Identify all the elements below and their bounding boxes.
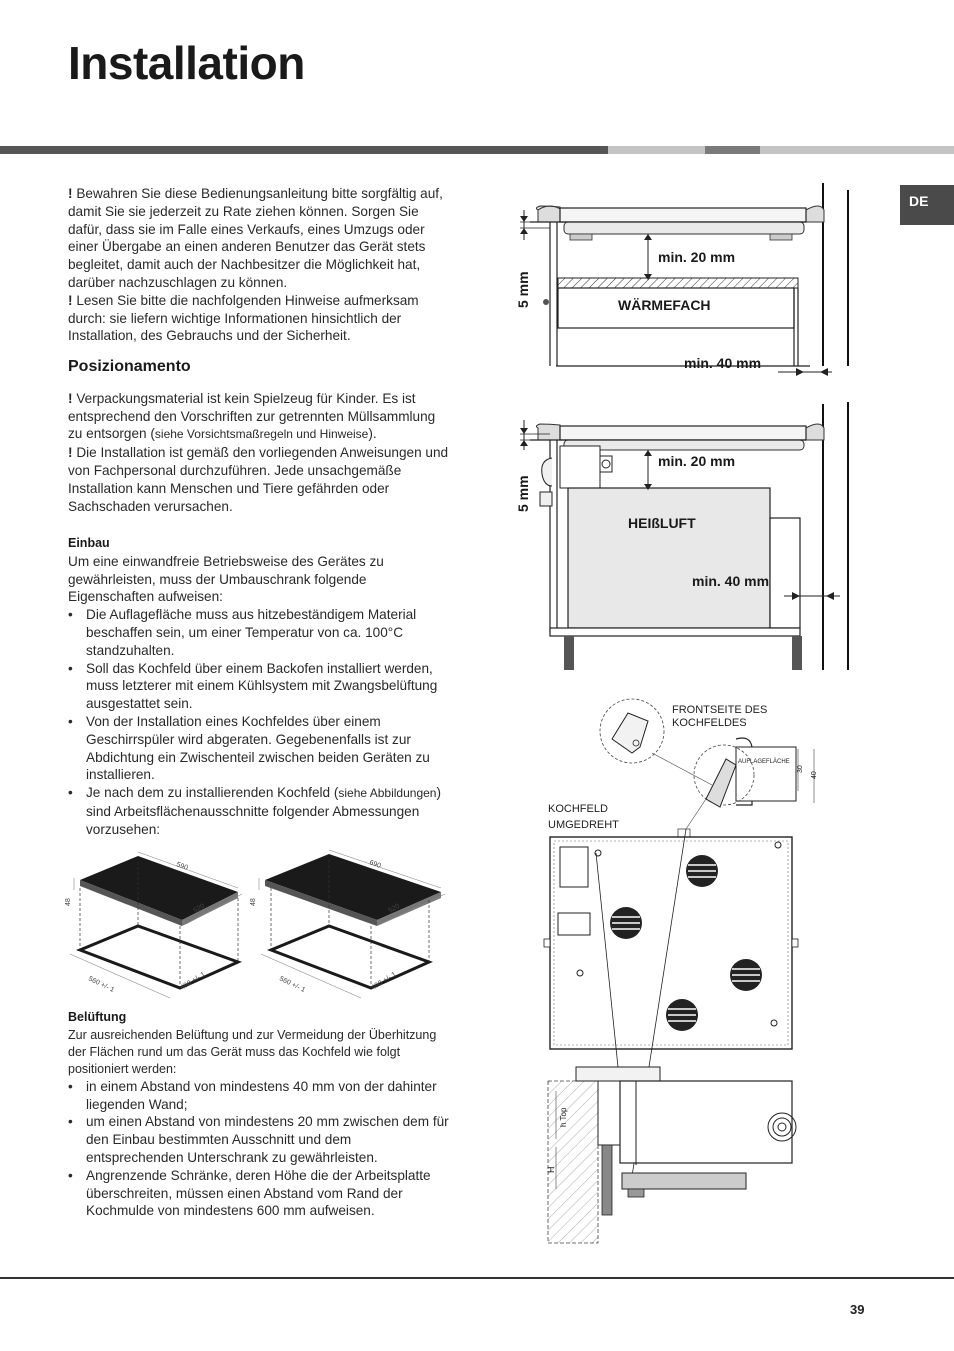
svg-text:KOCHFELD: KOCHFELD [548,803,608,815]
list-item: • Soll das Kochfeld über einem Backofen installiert werden, muss letzterer mit einem Kühlsystem mit Zwangsbelüftung ausgestattet sein. [68,660,450,713]
intro-paragraph-1: ! Bewahren Sie diese Bedienungsanleitung bitte sorgfältig auf, damit Sie sie jederzeit zu Rate ziehen können. Sorgen Sie dafür, dass sie im Falle eines Verkaufs, eines Umzugs oder einer Übergabe an einen anderen Benutzer das Gerät stets begleitet, damit auch der Nachbesitzer die Möglichkeit hat, darüber nachzuschlagen zu können. [68,186,443,290]
list-item: • Je nach dem zu installierenden Kochfeld (siehe Abbildungen) sind Arbeitsflächenausschnitte folgender Abmessungen vorzusehen: [68,784,450,838]
svg-text:520: 520 [387,902,401,915]
svg-text:40: 40 [811,771,818,779]
einbau-heading: Einbau [68,536,110,550]
svg-text:UMGEDREHT: UMGEDREHT [548,819,619,831]
footer-rule [0,1277,954,1279]
list-item: • Die Auflagefläche muss aus hitzebeständigem Material beschaffen sein, um einer Temperatur von ca. 100°C standzuhalten. [68,606,450,659]
svg-text:h Top: h Top [559,1107,568,1127]
header-bar-dark [0,146,608,154]
list-item: • um einen Abstand von mindestens 20 mm zwischen dem für den Einbau bestimmten Ausschnitt und dem entsprechenden Unterschrank zu gewährleisten. [68,1113,450,1166]
page-title: Installation [68,37,305,89]
ventilation-section [68,1009,450,1220]
list-item: • Angrenzende Schränke, deren Höhe die der Arbeitsplatte überschreiten, müssen einen Abstand vom Rand der Kochmulde von mindestens 600 mm aufweisen. [68,1167,450,1220]
svg-text:48: 48 [250,898,257,906]
svg-text:5 mm: 5 mm [515,271,531,308]
einbau-section [68,535,450,839]
header-bar-light-end [760,146,954,154]
language-badge: DE [900,185,954,225]
svg-text:560 +/- 1: 560 +/- 1 [87,975,116,994]
diagram-mounting-bracket [540,695,840,1250]
svg-text:5 mm: 5 mm [515,475,531,512]
svg-text:490 +/- 1: 490 +/- 1 [370,971,398,992]
svg-text:30: 30 [797,765,804,773]
ventilation-heading: Belüftung [68,1010,127,1024]
svg-text:WÄRMEFACH: WÄRMEFACH [618,297,711,313]
svg-text:min. 20 mm: min. 20 mm [658,453,736,469]
cutout-diagrams [60,850,450,1010]
svg-text:490 +/- 1: 490 +/- 1 [179,971,207,992]
ventilation-intro: Zur ausreichenden Belüftung und zur Vermeidung der Überhitzung der Flächen rund um das Gerät muss das Kochfeld wie folgt positioniert werden: [68,1027,437,1076]
positioning-paragraph-1: ! Verpackungsmaterial ist kein Spielzeug für Kinder. Es ist entsprechend den Vorschriften zur getrennten Müllsammlung zu entsorgen (siehe Vorsichtsmaßregeln und Hinweise). [68,390,436,442]
svg-text:690: 690 [368,859,382,870]
positioning-heading: Posizionamento [68,358,191,375]
einbau-list [68,606,450,838]
ventilation-list [68,1078,450,1220]
svg-text:min. 40 mm: min. 40 mm [692,573,770,589]
intro-text [68,185,450,345]
svg-text:HEIßLUFT: HEIßLUFT [628,515,696,531]
svg-text:H: H [546,1166,556,1173]
svg-text:min. 20 mm: min. 20 mm [658,249,736,265]
svg-text:KOCHFELDES: KOCHFELDES [672,717,747,729]
svg-text:min. 40 mm: min. 40 mm [684,355,762,371]
svg-text:560 +/- 1: 560 +/- 1 [278,975,307,994]
svg-text:520: 520 [192,902,206,915]
svg-text:590: 590 [175,861,189,872]
header-bar-mid [705,146,760,154]
cutout-diagram-right [250,850,445,998]
list-item: • in einem Abstand von mindestens 40 mm von der dahinter liegenden Wand; [68,1078,450,1114]
diagram-oven-clearance [510,400,860,672]
page-number: 39 [850,1302,865,1317]
positioning-paragraph-2: ! Die Installation ist gemäß den vorliegenden Anweisungen und von Fachpersonal durchzuführen. Jede unsachgemäße Installation kann Menschen und Tiere gefährden oder Sachschaden verursachen. [68,445,449,514]
cutout-diagram-left [65,852,242,998]
header-bar-light [608,146,705,154]
einbau-intro: Um eine einwandfreie Betriebsweise des Gerätes zu gewährleisten, muss der Umbauschrank folgende Eigenschaften aufweisen: [68,553,384,605]
svg-text:AUFLAGEFLÄCHE: AUFLAGEFLÄCHE [738,759,790,765]
diagram-drawer-clearance [510,180,860,380]
svg-text:48: 48 [65,898,72,906]
list-item: • Von der Installation eines Kochfeldes über einem Geschirrspüler wird abgeraten. Gegebenenfalls ist zur Abdichtung ein Zwischenteil zwischen beiden Geräten zu installieren. [68,713,450,784]
svg-text:FRONTSEITE DES: FRONTSEITE DES [672,704,768,716]
positioning-section [68,358,450,515]
intro-paragraph-2: ! Lesen Sie bitte die nachfolgenden Hinweise aufmerksam durch: sie liefern wichtige Informationen hinsichtlich der Installation, des Gebrauchs und der Sicherheit. [68,292,419,344]
